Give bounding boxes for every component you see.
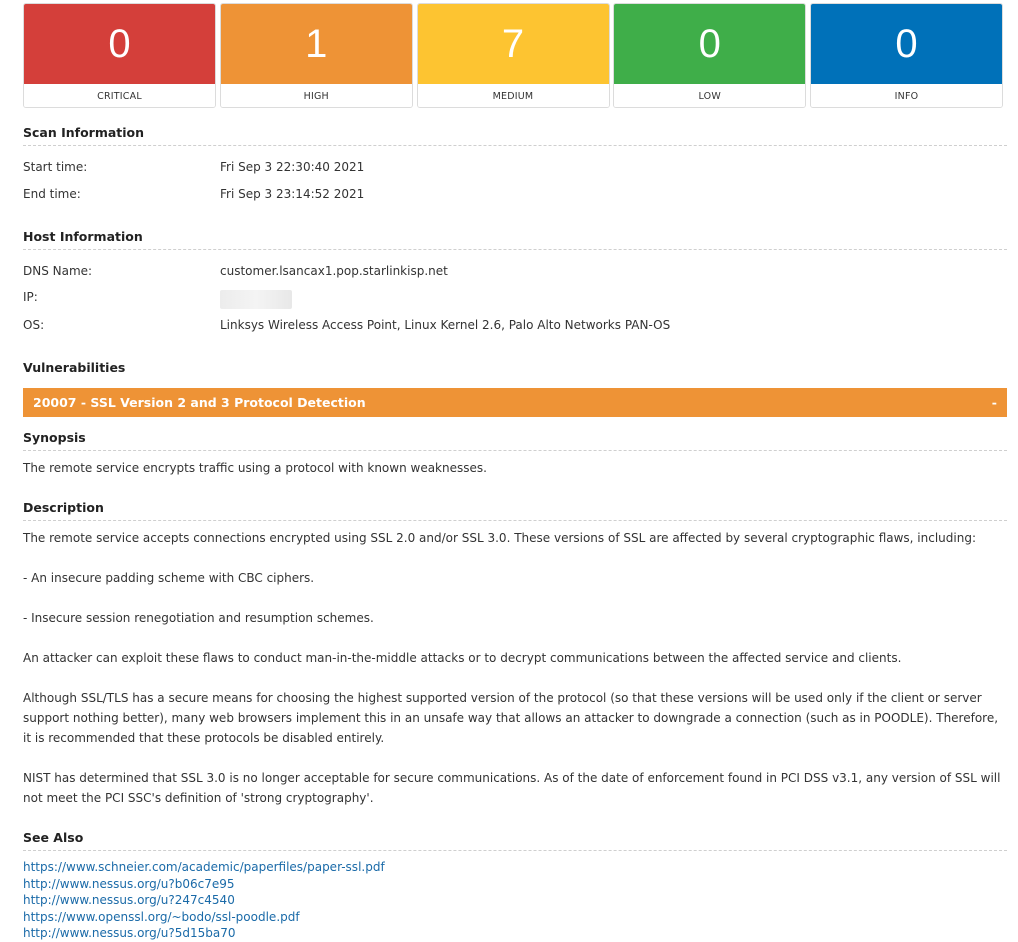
low-label: LOW — [614, 84, 805, 108]
see-also-link[interactable]: http://www.nessus.org/u?5d15ba70 — [23, 926, 236, 940]
os-value: Linksys Wireless Access Point, Linux Kernel 2.6, Palo Alto Networks PAN-OS — [220, 318, 671, 332]
synopsis-title: Synopsis — [23, 430, 1007, 451]
severity-critical-box[interactable] — [23, 3, 216, 108]
info-count: 0 — [811, 4, 1002, 84]
os-label: OS: — [23, 318, 45, 332]
critical-count: 0 — [24, 4, 215, 84]
high-count: 1 — [221, 4, 412, 84]
end-time-row — [23, 187, 364, 201]
medium-label: MEDIUM — [418, 84, 609, 108]
description-p1: The remote service accepts connections encrypted using SSL 2.0 and/or SSL 3.0. These versions of SSL are affected by several cryptographic flaws, including: — [23, 531, 976, 545]
ip-value-redacted — [220, 290, 292, 309]
medium-count: 7 — [418, 4, 609, 84]
critical-label: CRITICAL — [24, 84, 215, 108]
see-also-title: See Also — [23, 830, 1007, 851]
severity-medium-box[interactable] — [417, 3, 610, 108]
dns-value: customer.lsancax1.pop.starlinkisp.net — [220, 264, 448, 278]
see-also-link[interactable]: https://www.openssl.org/~bodo/ssl-poodle.pdf — [23, 909, 300, 924]
vulnerability-title: 20007 - SSL Version 2 and 3 Protocol Detection — [33, 395, 366, 410]
description-p2: - An insecure padding scheme with CBC ciphers. — [23, 571, 315, 585]
collapse-toggle[interactable]: - — [991, 395, 997, 410]
start-time-value: Fri Sep 3 22:30:40 2021 — [220, 160, 365, 174]
description-p3: - Insecure session renegotiation and resumption schemes. — [23, 611, 374, 625]
low-count: 0 — [614, 4, 805, 84]
scan-info-title: Scan Information — [23, 125, 1007, 146]
info-label: INFO — [811, 84, 1002, 108]
vulnerabilities-title: Vulnerabilities — [23, 360, 126, 375]
start-time-row — [23, 160, 364, 174]
dns-row — [23, 264, 448, 278]
description-p5: Although SSL/TLS has a secure means for choosing the highest supported version of the protocol (so that these versions will be used only if the client or server support nothing better), many web browsers implement this in an unsafe way that allows an attacker to downgrade a connection (such as in POODLE). Therefore, it is recommended that these protocols be disabled entirely. — [23, 691, 999, 745]
ip-label: IP: — [23, 290, 38, 304]
severity-info-box[interactable] — [810, 3, 1003, 108]
description-p6: NIST has determined that SSL 3.0 is no longer acceptable for secure communications. As of the date of enforcement found in PCI DSS v3.1, any version of SSL will not meet the PCI SSC's definition of 'strong cryptography'. — [23, 771, 1001, 805]
dns-label: DNS Name: — [23, 264, 93, 278]
see-also-link[interactable]: http://www.nessus.org/u?b06c7e95 — [23, 876, 235, 891]
end-time-label: End time: — [23, 187, 81, 201]
see-also-links — [23, 859, 1007, 942]
start-time-label: Start time: — [23, 160, 88, 174]
see-also-link[interactable]: http://www.nessus.org/u?247c4540 — [23, 893, 235, 907]
description-title: Description — [23, 500, 1007, 521]
description-p4: An attacker can exploit these flaws to conduct man-in-the-middle attacks or to decrypt communications between the affected service and clients. — [23, 651, 902, 665]
severity-summary — [23, 3, 1003, 108]
end-time-value: Fri Sep 3 23:14:52 2021 — [220, 187, 365, 201]
high-label: HIGH — [221, 84, 412, 108]
host-info-title: Host Information — [23, 229, 1007, 250]
severity-low-box[interactable] — [613, 3, 806, 108]
ip-row — [23, 290, 292, 309]
severity-high-box[interactable] — [220, 3, 413, 108]
vulnerability-header[interactable] — [23, 388, 1007, 417]
os-row — [23, 318, 670, 332]
see-also-link[interactable]: https://www.schneier.com/academic/paperfiles/paper-ssl.pdf — [23, 860, 385, 874]
synopsis-text: The remote service encrypts traffic using a protocol with known weaknesses. — [23, 461, 487, 475]
